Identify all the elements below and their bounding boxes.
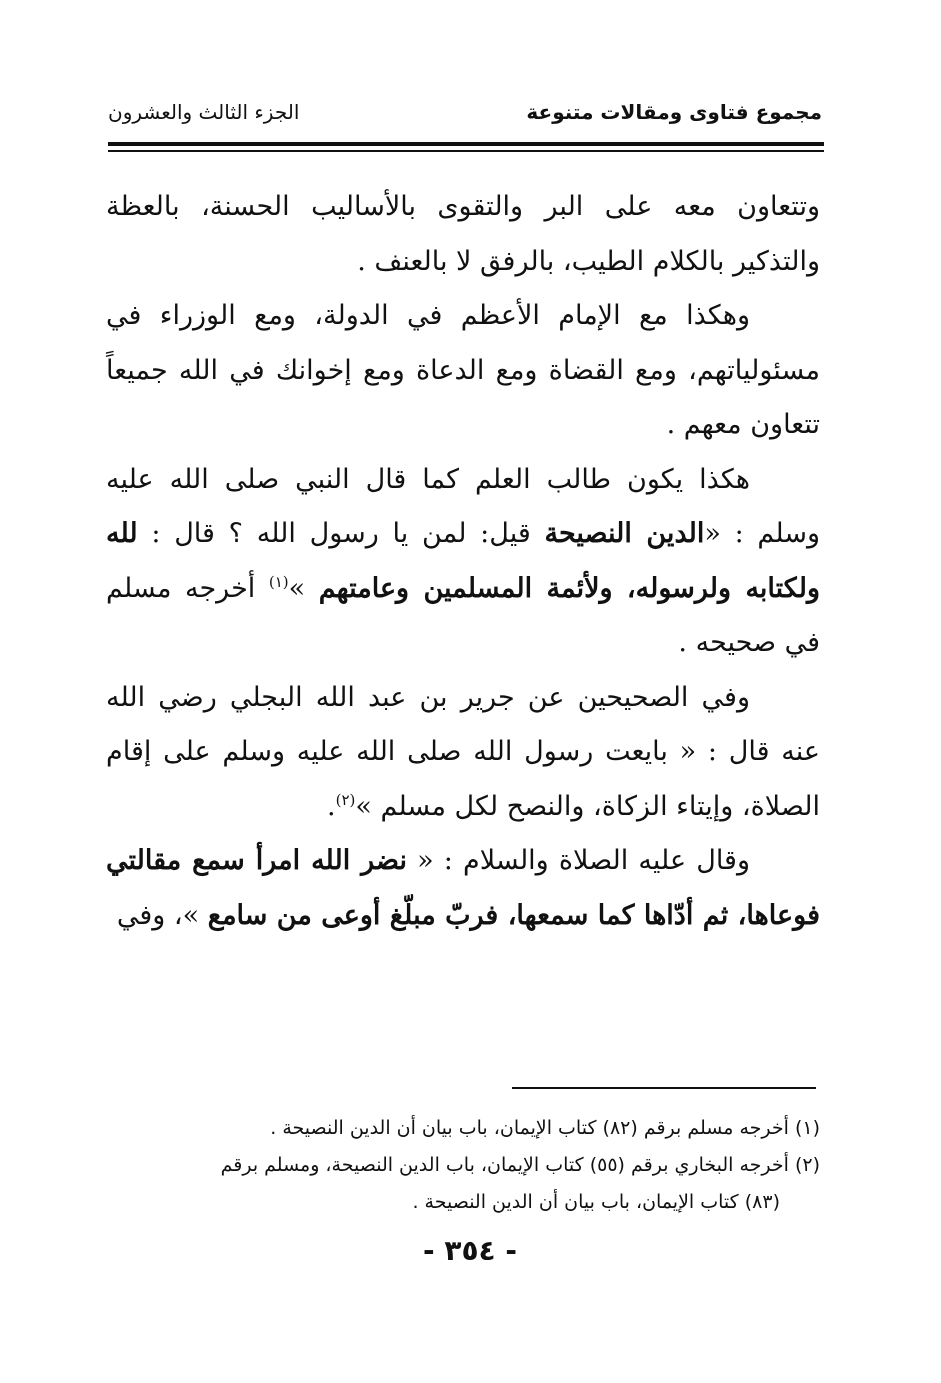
page-number: - ٣٥٤ - bbox=[422, 1234, 518, 1267]
p3-tail: أخرجه مسلم في صحيحه . bbox=[106, 572, 820, 658]
header-rule-thick bbox=[108, 142, 824, 146]
main-text bbox=[106, 180, 820, 943]
p3-intro: هكذا يكون طالب العلم كما قال النبي صلى الله عليه وسلم : « bbox=[106, 463, 820, 549]
p5-intro: وقال عليه الصلاة والسلام : « bbox=[407, 845, 750, 876]
footnote-ref-2: (٢) bbox=[335, 790, 356, 809]
hadith-quote-1: الدين النصيحة bbox=[544, 518, 705, 549]
paragraph-3 bbox=[106, 453, 820, 671]
paragraph-2: وهكذا مع الإمام الأعظم في الدولة، ومع الوزراء في مسئولياتهم، ومع القضاة ومع الدعاة ومع إخوانك في الله جميعاً تتعاون معهم . bbox=[106, 300, 820, 440]
hadith-quote-3: نضر الله امرأ سمع مقالتي فوعاها، ثم أدّاها كما سمعها، فربّ مبلّغ أوعى من سامع bbox=[106, 845, 820, 931]
p5-tail: »، وفي bbox=[116, 899, 208, 931]
p4-text: وفي الصحيحين عن جرير بن عبد الله البجلي رضي الله عنه قال : « بايعت رسول الله صلى الله عليه وسلم على إقام الصلاة، وإيتاء الزكاة، والنصح لكل مسلم » bbox=[106, 681, 820, 822]
paragraph-4 bbox=[106, 671, 820, 835]
volume-label: الجزء الثالث والعشرون bbox=[108, 100, 300, 124]
p3-close: » bbox=[288, 572, 319, 604]
paragraph-1: وتتعاون معه على البر والتقوى بالأساليب الحسنة، بالعظة والتذكير بالكلام الطيب، بالرفق لا بالعنف . bbox=[106, 191, 820, 277]
footnotes bbox=[104, 1110, 820, 1221]
footnote-separator bbox=[512, 1087, 816, 1089]
header-rule-thin bbox=[108, 150, 824, 152]
footnote-1: (١) أخرجه مسلم برقم (٨٢) كتاب الإيمان، باب بيان أن الدين النصيحة . bbox=[270, 1117, 820, 1139]
paragraph-5 bbox=[106, 834, 820, 943]
book-title: مجموع فتاوى ومقالات متنوعة bbox=[526, 100, 822, 124]
footnote-2-line-2: (٨٣) كتاب الإيمان، باب بيان أن الدين النصيحة . bbox=[412, 1191, 780, 1213]
p4-end: . bbox=[327, 790, 336, 822]
footnote-2-line-1: (٢) أخرجه البخاري برقم (٥٥) كتاب الإيمان، باب الدين النصيحة، ومسلم برقم bbox=[220, 1154, 820, 1176]
p3-middle: قيل: لمن يا رسول الله ؟ قال : bbox=[137, 518, 545, 549]
footnote-ref-1: (١) bbox=[268, 572, 289, 591]
running-header bbox=[108, 100, 822, 132]
hadith-quote-2: لله ولكتابه ولرسوله، ولأئمة المسلمين وعامتهم bbox=[106, 518, 820, 604]
